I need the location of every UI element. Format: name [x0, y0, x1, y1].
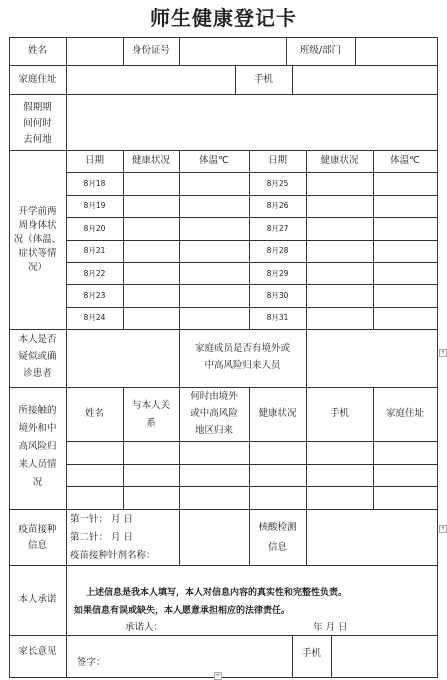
id-number-label: 身份证号	[131, 45, 170, 56]
health-header-temp-right: 体温℃	[390, 155, 420, 166]
health-section-label-1: 开学前两	[18, 206, 57, 217]
date-cell: 8月27	[266, 224, 289, 233]
name-label: 姓名	[27, 45, 47, 56]
nucleic-label-2: 信息	[267, 542, 287, 553]
date-cell: 8月30	[266, 291, 289, 300]
contacts-label-1: 所接触的	[18, 405, 57, 416]
contacts-label-5: 况	[32, 477, 43, 488]
address-label: 家庭住址	[18, 74, 57, 85]
health-header-temp-left: 体温℃	[199, 155, 229, 166]
contacts-label-3: 高风险归	[18, 441, 57, 452]
date-cell: 8月20	[83, 224, 106, 233]
vaccine-dose2: 第二针： 月 日	[70, 532, 134, 543]
suspect-label-1: 本人是否	[18, 334, 57, 345]
health-header-status-right: 健康状况	[320, 155, 359, 166]
holiday-label-1: 假期期	[23, 102, 52, 113]
contacts-header-relation-1: 与本人关	[131, 400, 170, 411]
table-add-row-handle[interactable]: +	[215, 672, 221, 679]
suspect-label-2: 疑似或确	[18, 351, 57, 362]
family-overseas-label-2: 中高风险归来人员	[204, 360, 281, 371]
date-cell: 8月18	[83, 179, 106, 188]
promiser-label: 承诺人：	[125, 622, 164, 633]
health-section-label-3: 况（体温、	[13, 234, 62, 245]
nucleic-label-1: 核酸检测	[258, 522, 297, 533]
health-section-label-5: 况）	[27, 262, 47, 273]
promise-line-1: 上述信息是我本人填写，本人对信息内容的真实性和完整性负责。	[86, 588, 348, 598]
table-resize-handle[interactable]: +	[440, 525, 446, 532]
contacts-header-name: 姓名	[84, 408, 104, 419]
holiday-label-3: 去何地	[23, 134, 52, 145]
date-cell: 8月22	[83, 269, 106, 278]
class-dept-label: 班级/部门	[299, 45, 342, 56]
promise-date: 年 月 日	[313, 622, 348, 633]
vaccine-label-1: 疫苗接种	[18, 524, 57, 535]
parent-opinion-label: 家长意见	[18, 646, 57, 657]
contacts-header-health: 健康状况	[258, 408, 297, 419]
suspect-label-3: 诊患者	[23, 368, 52, 379]
date-cell: 8月29	[266, 269, 289, 278]
promise-line-2: 如果信息有误或缺失，本人愿意承担相应的法律责任。	[74, 606, 291, 616]
holiday-label-2: 间何时	[23, 118, 52, 129]
family-overseas-label-1: 家庭成员是否有境外或	[194, 343, 290, 354]
contacts-header-address: 家庭住址	[385, 408, 424, 419]
health-header-status-left: 健康状况	[131, 155, 170, 166]
contacts-header-relation-2: 系	[146, 418, 156, 429]
contacts-label-2: 境外和中	[18, 423, 57, 434]
date-cell: 8月23	[83, 291, 106, 300]
health-section-label-4: 症状等情	[18, 248, 57, 259]
date-cell: 8月24	[83, 313, 106, 322]
table-resize-handle[interactable]: +	[440, 349, 446, 356]
vaccine-dose1: 第一针： 月 日	[70, 514, 134, 525]
health-section-label-2: 周身体状	[18, 220, 57, 231]
contacts-header-when-2: 或中高风险	[190, 408, 238, 419]
contacts-header-when-1: 何时由境外	[190, 391, 238, 402]
date-cell: 8月21	[83, 246, 106, 255]
parent-phone-label: 手机	[301, 648, 321, 659]
date-cell: 8月25	[266, 179, 289, 188]
contacts-header-phone: 手机	[329, 408, 349, 419]
health-header-date-left: 日期	[84, 155, 104, 166]
vaccine-doses-name-label: 疫苗接种针剂名称：	[70, 550, 156, 561]
page-title: 师生健康登记卡	[150, 6, 297, 30]
promise-label: 本人承诺	[18, 594, 57, 605]
date-cell: 8月26	[266, 201, 289, 210]
date-cell: 8月28	[266, 246, 289, 255]
vaccine-label-2: 信息	[27, 540, 47, 551]
health-header-date-right: 日期	[267, 155, 287, 166]
date-cell: 8月31	[266, 313, 289, 322]
phone-label: 手机	[253, 74, 273, 85]
contacts-header-when-3: 地区归来	[194, 425, 233, 436]
date-cell: 8月19	[83, 201, 106, 210]
contacts-label-4: 来人员情	[18, 459, 57, 470]
parent-sign-label: 签字：	[77, 657, 106, 668]
